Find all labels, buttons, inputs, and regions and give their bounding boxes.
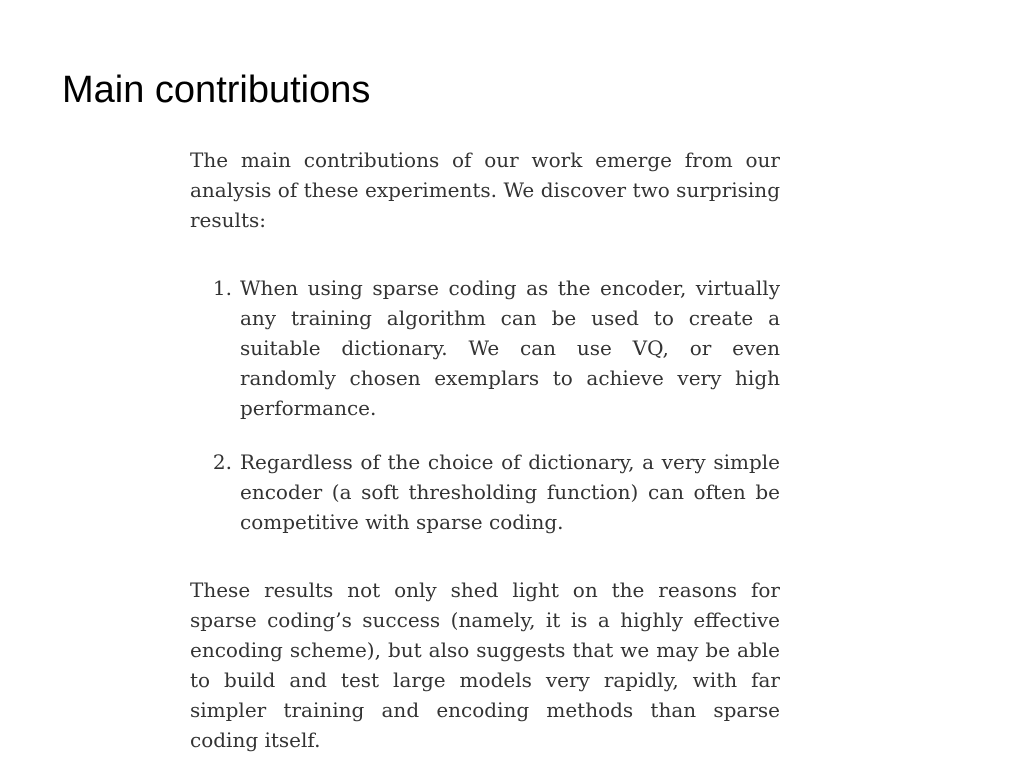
intro-paragraph: The main contributions of our work emerge from our analysis of these experiments. We discover two surprising results: <box>190 148 780 232</box>
paper-excerpt <box>190 145 780 755</box>
list-item-text: Regardless of the choice of dictionary, a very simple encoder (a soft thresholding function) can often be competitive with sparse coding. <box>240 450 780 534</box>
list-item-number: 1. <box>212 276 232 300</box>
list-item <box>190 447 780 537</box>
list-item-text: When using sparse coding as the encoder, virtually any training algorithm can be used to create a suitable dictionary. We can use VQ, or even randomly chosen exemplars to achieve very high performance. <box>240 276 780 420</box>
list-item-number: 2. <box>212 450 232 474</box>
conclusion-paragraph: These results not only shed light on the reasons for sparse coding’s success (namely, it is a highly effective encoding scheme), but also suggests that we may be able to build and test large models very rapidly, with far simpler training and encoding methods than sparse coding itself. <box>190 578 780 752</box>
slide-title: Main contributions <box>62 69 371 111</box>
results-list <box>190 273 780 537</box>
list-item <box>190 273 780 423</box>
